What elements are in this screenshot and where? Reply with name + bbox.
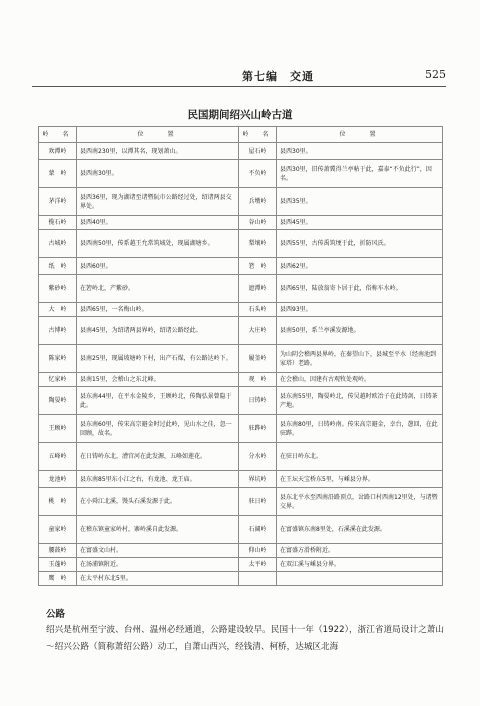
location-cell: 县南15里，会稽山之东北峰。 [77, 373, 239, 387]
pass-name-cell: 陈家岭 [39, 345, 77, 373]
location-cell: 县西35里。 [277, 188, 443, 216]
pass-name-cell: 古博岭 [39, 317, 77, 345]
pass-name-cell: 腰鼓岭 [39, 544, 77, 558]
section-heading: 公路 [46, 609, 66, 620]
location-cell: 在富盛镇东南8里处，石溪溪在此发源。 [277, 516, 443, 544]
table-header-row [39, 127, 443, 143]
location-cell: 在汤浦镇附近。 [77, 558, 239, 572]
pass-name-cell: 揽石岭 [39, 216, 77, 230]
table-row [39, 230, 443, 258]
table-title: 民国期间绍兴山岭古道 [187, 109, 293, 121]
pass-name-cell: 太平岭 [239, 558, 277, 572]
chapter-title: 第七编 交通 [242, 70, 314, 83]
location-cell: 县南45里，为绍诸两县界岭，绍诸公路经此。 [77, 317, 239, 345]
pass-name-cell: 遮潭岭 [239, 275, 277, 303]
location-cell: 在双江溪与嵊县分界。 [277, 558, 443, 572]
column-header: 位 置 [77, 127, 239, 143]
table-row [39, 387, 443, 415]
pass-name-cell: 欢潭岭 [39, 143, 77, 160]
pass-name-cell: 桃 岭 [39, 488, 77, 516]
pass-name-cell: 紫砂岭 [39, 275, 77, 303]
location-cell [277, 572, 443, 586]
page-number: 525 [425, 68, 446, 81]
pass-name-cell: 驻日岭 [239, 488, 277, 516]
pass-name-cell: 石阔岭 [239, 516, 277, 544]
table-row [39, 216, 443, 230]
pass-name-cell: 童家岭 [39, 516, 77, 544]
location-cell: 县东北平水至西南沿路顶点，岔路口村西南12里处，与诸暨交界。 [277, 488, 443, 516]
location-cell: 县西30里。 [277, 143, 443, 160]
location-cell: 在日铸岭东北，漕宫河在此发源，五峰如莲花。 [77, 443, 239, 471]
table-row [39, 558, 443, 572]
column-header: 岭 名 [239, 127, 277, 143]
table-row [39, 258, 443, 275]
location-cell: 在太平村东北5里。 [77, 572, 239, 586]
location-cell: 县西南30里。 [77, 160, 239, 188]
table-row [39, 443, 443, 471]
location-cell: 在王坛天宝桥东5里，与嵊县分界。 [277, 471, 443, 488]
pass-name-cell: 古城岭 [39, 230, 77, 258]
location-cell: 县西65里，陆放翁寄卜居于此，俗称车水岭。 [277, 275, 443, 303]
pass-name-cell: 分水岭 [239, 443, 277, 471]
location-cell: 县西36里，现为湖诸至诸暨阮市公路经过处，绍诸两县交界处。 [77, 188, 239, 216]
pass-name-cell: 兵墩岭 [239, 188, 277, 216]
location-cell: 在驻日岭东北。 [277, 443, 443, 471]
location-cell: 县西55里，古传禹筑埂于此，折防风氏。 [277, 230, 443, 258]
location-cell: 县西60里。 [77, 258, 239, 275]
location-cell: 县南50里，系兰亭溪发源地。 [277, 317, 443, 345]
pass-name-cell: 忆家岭 [39, 373, 77, 387]
running-header [32, 68, 446, 88]
table-row [39, 275, 443, 303]
table-row [39, 415, 443, 443]
pass-name-cell: 屋石岭 [239, 143, 277, 160]
location-cell: 县西45里。 [277, 216, 443, 230]
location-cell: 县东南60里，传宋高宗避金时过此岭，见山水之佳，忽一回顾，故名。 [77, 415, 239, 443]
pass-name-cell: 箬 岭 [239, 258, 277, 275]
pass-name-cell: 界坑岭 [239, 471, 277, 488]
header-rule [32, 86, 446, 87]
table-row [39, 516, 443, 544]
location-cell: 县西93里。 [277, 303, 443, 317]
table-row [39, 188, 443, 216]
table-row [39, 488, 443, 516]
pass-name-cell: 谷山岭 [239, 216, 277, 230]
column-header: 位 置 [277, 127, 443, 143]
pass-name-cell: 仰山岭 [239, 544, 277, 558]
pass-name-cell: 大 岭 [39, 303, 77, 317]
body-paragraph: 绍兴是杭州至宁波、台州、温州必经通道，公路建设较早。民国十一年（1922），浙江省道局设计之萧山～绍兴公路（简称萧绍公路）动工，自萧山西兴，经钱清、柯桥，达城区北海 [46, 625, 444, 652]
location-cell: 县东南85里东小江之右，有龙池、龙王庙。 [77, 471, 239, 488]
location-cell: 为山阴会稽两县界岭，在秦望山下，县城至平水（经南池到家塔）老路。 [277, 345, 443, 373]
pass-name-cell: 王顾岭 [39, 415, 77, 443]
location-cell: 县西30里，旧传萧冀得兰亭帖于此，嘉泰“不负此行”，因名。 [277, 160, 443, 188]
table-row [39, 373, 443, 387]
pass-name-cell: 纸 岭 [39, 258, 77, 275]
column-header: 岭 名 [39, 127, 77, 143]
pass-name-cell: 龙池岭 [39, 471, 77, 488]
pass-name-cell: 茅洋岭 [39, 188, 77, 216]
pass-name-cell: 五峰岭 [39, 443, 77, 471]
location-cell: 在小舜江北溪，馒头石溪发源于此。 [77, 488, 239, 516]
location-cell: 在富盛方滑桥附近。 [277, 544, 443, 558]
pass-name-cell: 鹰 岭 [39, 572, 77, 586]
pass-name-cell [239, 572, 277, 586]
pass-name-cell: 玉蓬岭 [39, 558, 77, 572]
location-cell: 县西南230里，以潭其名，现划萧山。 [77, 143, 239, 160]
location-cell: 县西65里，一名梅山岭。 [77, 303, 239, 317]
location-cell: 县东南44里，在平水金陵乡，王顾岭北，传陶弘景曾隐于此。 [77, 387, 239, 415]
table-row [39, 160, 443, 188]
mountain-road-table [38, 126, 443, 586]
table-row [39, 317, 443, 345]
pass-name-cell: 不负岭 [239, 160, 277, 188]
table-row [39, 143, 443, 160]
pass-name-cell: 梨壤岭 [239, 230, 277, 258]
pass-name-cell: 大庄岭 [239, 317, 277, 345]
table-row [39, 471, 443, 488]
pass-name-cell: 驻跸岭 [239, 415, 277, 443]
table-row [39, 544, 443, 558]
table-row [39, 345, 443, 373]
pass-name-cell: 履釜岭 [239, 345, 277, 373]
location-cell: 县西62里。 [277, 258, 443, 275]
location-cell: 县东南80里，日铸岭南。传宋高宗避金，幸台，憩回，在此驻跸。 [277, 415, 443, 443]
pass-name-cell: 观 岭 [239, 373, 277, 387]
table-body [39, 143, 443, 586]
table-row [39, 303, 443, 317]
pass-name-cell: 石头岭 [239, 303, 277, 317]
pass-name-cell: 陶晏岭 [39, 387, 77, 415]
pass-name-cell: 蒙 岭 [39, 160, 77, 188]
location-cell: 在箬岭北，产紫砂。 [77, 275, 239, 303]
location-cell: 在会稽山，因建有古观牧处观岭。 [277, 373, 443, 387]
pass-name-cell: 日铸岭 [239, 387, 277, 415]
location-cell: 县南25里，现属坡塘岭下村，出产石煤，有公路达岭下。 [77, 345, 239, 373]
location-cell: 县西南50里，传系越王允常筑城处，现属湖塘乡。 [77, 230, 239, 258]
location-cell: 县西40里。 [77, 216, 239, 230]
location-cell: 在富盛文山村。 [77, 544, 239, 558]
location-cell: 县东南55里，陶晏岭北，传吴越时欧冶子在此铸剑，日铸茶产地。 [277, 387, 443, 415]
location-cell: 在稽东镇童家岭村，寨岭溪自此发源。 [77, 516, 239, 544]
table-row [39, 572, 443, 586]
